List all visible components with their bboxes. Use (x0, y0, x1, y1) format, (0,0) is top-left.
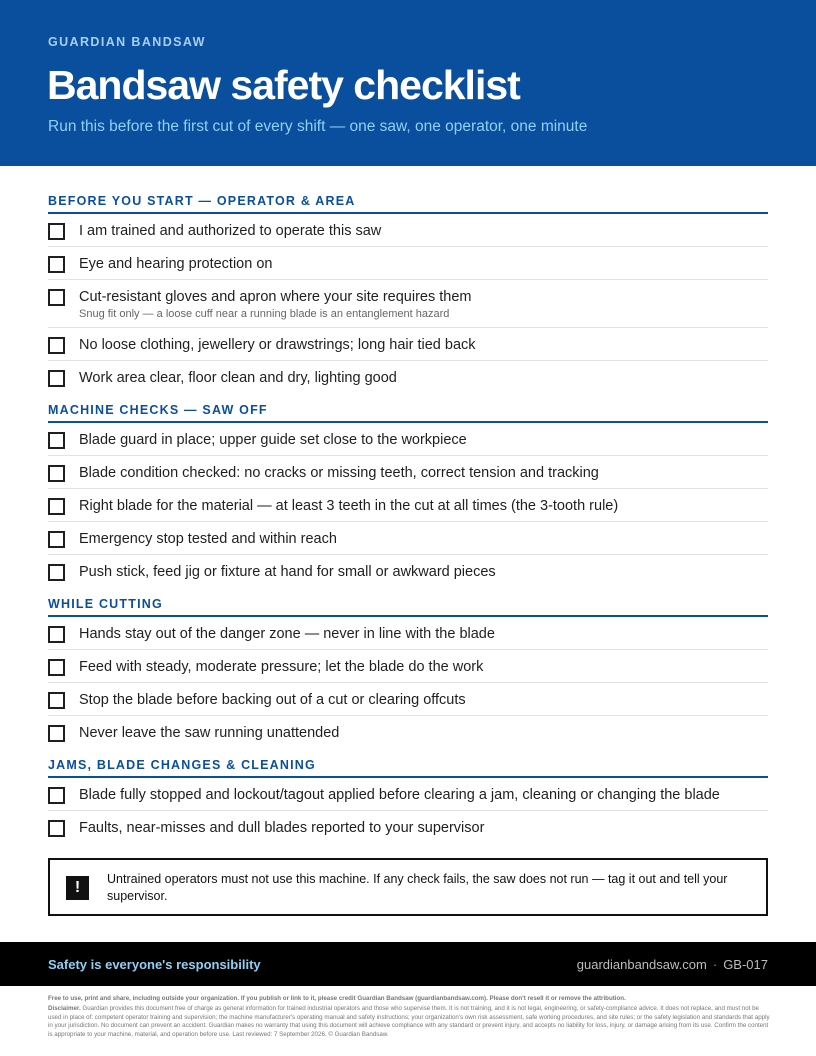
exclamation-icon: ! (66, 876, 89, 900)
section-heading: BEFORE YOU START — OPERATOR & AREA (48, 184, 768, 214)
page-title: Bandsaw safety checklist (47, 62, 520, 108)
footer-website: guardianbandsaw.com (576, 957, 707, 972)
checklist-item (48, 522, 768, 555)
checklist-item-label: Blade condition checked: no cracks or missing teeth, correct tension and tracking (79, 465, 599, 481)
checklist (48, 184, 768, 843)
checklist-item-label: I am trained and authorized to operate this saw (79, 223, 382, 239)
checkbox[interactable] (48, 465, 65, 482)
checkbox[interactable] (48, 432, 65, 449)
checklist-item-label: Right blade for the material — at least 3 teeth in the cut at all times (the 3-tooth rule) (79, 498, 619, 514)
checklist-item (48, 778, 768, 811)
checklist-item (48, 328, 768, 361)
checklist-item (48, 716, 768, 748)
footer-meta (577, 957, 768, 972)
checklist-item-label: Cut-resistant gloves and apron where your site requires them (79, 289, 472, 305)
disclaimer-label: Disclaimer. (48, 1005, 81, 1013)
header-banner (0, 0, 816, 166)
checkbox[interactable] (48, 289, 65, 306)
checklist-item (48, 489, 768, 522)
checklist-item (48, 361, 768, 393)
checkbox[interactable] (48, 787, 65, 804)
footer-doc-code: GB-017 (723, 957, 768, 972)
checklist-item (48, 650, 768, 683)
page-subtitle: Run this before the first cut of every shift — one saw, one operator, one minute (48, 118, 588, 135)
checklist-item-label: Stop the blade before backing out of a cut or clearing offcuts (79, 692, 466, 708)
checklist-item-label: Hands stay out of the danger zone — never in line with the blade (79, 626, 495, 642)
checklist-item-label: Feed with steady, moderate pressure; let the blade do the work (79, 659, 484, 675)
checklist-item (48, 555, 768, 587)
footer-tagline: Safety is everyone's responsibility (48, 957, 261, 972)
section-heading: JAMS, BLADE CHANGES & CLEANING (48, 748, 768, 778)
section-heading: WHILE CUTTING (48, 587, 768, 617)
footer-separator: · (712, 957, 718, 972)
checklist-item (48, 456, 768, 489)
checklist-item-note: Snug fit only — a loose cuff near a running blade is an entanglement hazard (79, 308, 450, 320)
checkbox[interactable] (48, 820, 65, 837)
disclaimer-text: Guardian provides this document free of charge as general information for trained industrial operators and those who supervise them. It is not training, and it is not legal, engineering, or safety-compliance advice. It does not replace, and must not be used in place of: competent operator training and supervision; the machine manufacturer's operating manual and safety instructions; your organization's own risk assessment, safe working procedures, and site rules; or the safety legislation and standards that apply in your jurisdiction. No document can prevent an accident. Guardian makes no warranty that using this document will achieve compliance with any standard or prevent injury, and accepts no liability for loss, injury, or damage arising from its use. Confirm the content is appropriate to your machine, material, and operation before use. Last reviewed: 7 September 2026. © Guardian Bandsaw. (48, 1005, 770, 1038)
checkbox[interactable] (48, 626, 65, 643)
checkbox[interactable] (48, 256, 65, 273)
section-heading: MACHINE CHECKS — SAW OFF (48, 393, 768, 423)
checklist-item (48, 811, 768, 843)
checkbox[interactable] (48, 659, 65, 676)
checkbox[interactable] (48, 223, 65, 240)
checklist-item-label: Push stick, feed jig or fixture at hand for small or awkward pieces (79, 564, 496, 580)
usage-note: Free to use, print and share, including outside your organization. If you publish or link to it, please credit Guardian Bandsaw (guardianbandsaw.com). Please don't resell it or remove the attribution. (48, 995, 626, 1002)
checklist-item (48, 280, 768, 328)
checkbox[interactable] (48, 531, 65, 548)
checkbox[interactable] (48, 370, 65, 387)
brand-name: GUARDIAN BANDSAW (48, 35, 206, 49)
checkbox[interactable] (48, 337, 65, 354)
checklist-item-label: Work area clear, floor clean and dry, lighting good (79, 370, 397, 386)
checklist-item-label: Faults, near-misses and dull blades reported to your supervisor (79, 820, 485, 836)
disclaimer (48, 1005, 770, 1039)
checkbox[interactable] (48, 498, 65, 515)
checklist-item-label: Blade guard in place; upper guide set close to the workpiece (79, 432, 467, 448)
checklist-item-label: Emergency stop tested and within reach (79, 531, 337, 547)
warning-box (48, 858, 768, 916)
checklist-item-label: Blade fully stopped and lockout/tagout applied before clearing a jam, cleaning or changing the blade (79, 787, 720, 803)
checklist-item-label: No loose clothing, jewellery or drawstrings; long hair tied back (79, 337, 476, 353)
checklist-item (48, 247, 768, 280)
checklist-item-label: Never leave the saw running unattended (79, 725, 340, 741)
checklist-item-label: Eye and hearing protection on (79, 256, 273, 272)
checkbox[interactable] (48, 564, 65, 581)
checkbox[interactable] (48, 692, 65, 709)
checklist-item (48, 617, 768, 650)
checklist-item (48, 423, 768, 456)
footer-bar (0, 942, 816, 986)
checklist-item (48, 683, 768, 716)
checklist-item (48, 214, 768, 247)
fineprint (48, 995, 770, 1039)
warning-text: Untrained operators must not use this machine. If any check fails, the saw does not run — tag it out and tell your supervisor. (107, 872, 728, 903)
checkbox[interactable] (48, 725, 65, 742)
